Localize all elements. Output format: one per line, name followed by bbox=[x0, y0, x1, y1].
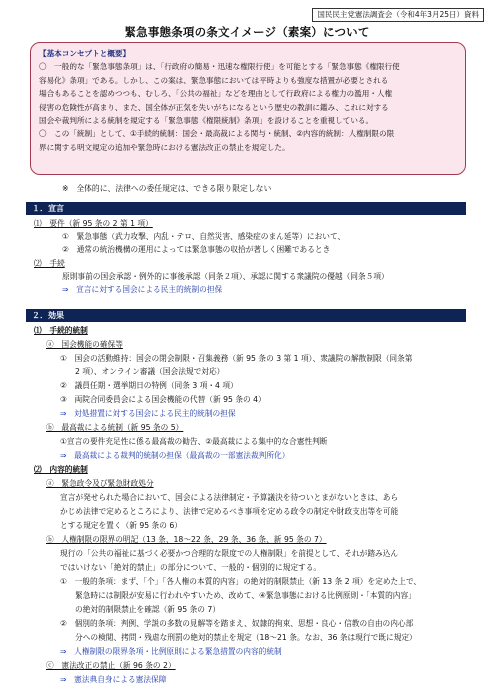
conclusion-arrow-text: ⇒ 最高裁による裁判的統制の担保（最高裁の一部憲法裁判所化） bbox=[60, 451, 290, 460]
conclusion-arrow-text: ⇒ 対処措置に対する国会による民主的統制の担保 bbox=[60, 409, 236, 418]
body-text: とする規定を置く（新 95 条の 6） bbox=[60, 521, 182, 530]
document-badge: 国民民主党憲法調査会（令和4年3月25日）資料 bbox=[312, 8, 484, 22]
body-text: ではいけない「絶対的禁止」の部分について、一般的・個別的に規定する。 bbox=[60, 563, 322, 572]
section-header-effects: ２．効果 bbox=[26, 309, 466, 322]
list-item: 2 項）、オンライン審議（国会法規で対応） bbox=[75, 367, 225, 376]
list-item: の絶対的制限禁止を確認（新 95 条の 7） bbox=[75, 605, 221, 614]
list-item: ① 国会の活動維持：国会の閉会制限・召集義務（新 95 条の 3 第 1 項）、衆議院の解散制限（同条第 bbox=[60, 354, 413, 363]
subsection-heading: ⓒ 憲法改正の禁止（新 96 条の 2） bbox=[46, 661, 176, 670]
concept-line: 容易化》条項」である。しかし、この案は、緊急事態においては平時よりも強度な措置が必要とされる bbox=[39, 75, 389, 85]
concept-line: 場合もあることを認めつつも、むしろ、「公共の福祉」などを理由として行政府による権力の濫用・人権 bbox=[39, 89, 393, 99]
subsection-heading: ⑵ 内容的統制 bbox=[34, 465, 88, 474]
subsection-heading: ⑴ 要件（新 95 条の 2 第 1 項） bbox=[34, 219, 153, 228]
concept-box bbox=[30, 42, 466, 175]
note-text: ※ 全体的に、法律への委任規定は、できる限り限定しない bbox=[62, 184, 272, 193]
conclusion-arrow-text: ⇒ 憲法典自身による憲法保障 bbox=[60, 675, 167, 684]
subsection-heading: ⑵ 手続 bbox=[34, 259, 65, 268]
body-text: 原則事前の国会承認・例外的に事後承認（同条２項）、承認に関する衆議院の優越（同条５項） bbox=[62, 272, 389, 281]
section-header-declaration: １．宣言 bbox=[26, 202, 466, 215]
subsection-heading: ⓐ 緊急政令及び緊急財政処分 bbox=[46, 479, 154, 488]
conclusion-arrow-text: ⇒ 宣言に対する国会による民主的統制の担保 bbox=[62, 285, 223, 294]
list-item: ③ 両院合同委員会による国会機能の代替（新 95 条の 4） bbox=[60, 395, 266, 404]
conclusion-arrow-text: ⇒ 人権制限の限界条項・比例原則による緊急措置の内容的統制 bbox=[60, 647, 282, 656]
list-item: ① 一般的条項：まず、「个」「各人権の本質的内容」の絶対的制限禁止（新 13 条 2 項）を定めた上で、 bbox=[60, 577, 422, 586]
body-text: かじめ法律で定めるところにより、法律で定めるべき事項を定める政令の制定や財政支出等を可能 bbox=[60, 507, 399, 516]
body-text: ①宣言の要件充足性に係る最高裁の勧告、②最高裁による集中的な合憲性判断 bbox=[60, 437, 328, 446]
list-item: 緊急時には制限が安易に行われやすいため、改めて、④緊急事態における比例原則・「本質的内容」 bbox=[75, 591, 416, 600]
subsection-heading: ⓐ 国会機能の確保等 bbox=[46, 340, 123, 349]
subsection-heading: ⑴ 手続的統制 bbox=[34, 326, 88, 335]
list-item: ② 個別的条項：判例、学説の多数の見解等を踏まえ、奴隷的拘束、思想・良心・信教の自由の内心部 bbox=[60, 619, 414, 628]
list-item: ② 議員任期・選挙期日の特例（同条 3 項・4 項） bbox=[60, 381, 238, 390]
body-text: 宣言が発せられた場合において、国会による法律制定・予算議決を待ついとまがないときは、あら bbox=[60, 493, 399, 502]
concept-line: 侵害の危険性が高まり、また、国全体が正気を失いがちになるという歴史の教訓に鑑み、これに対する bbox=[39, 102, 389, 112]
document-title: 緊急事態条項の条文イメージ（素案）について bbox=[124, 25, 370, 39]
list-item: 分への検閲、拷問・残虐な刑罰の絶対的禁止を規定（18〜21 条。なお、36 条は現行で既に規定） bbox=[75, 633, 417, 642]
concept-line: 〇 一般的な「緊急事態条項」は、「行政府の簡易・迅速な権限行使」を可能とする「緊急事態《権限行使 bbox=[39, 62, 400, 72]
concept-line: 界に関する明文規定の追加や緊急時における憲法改正の禁止を規定した。 bbox=[39, 142, 290, 152]
list-item: ① 緊急事態（武力攻撃、内乱・テロ、自然災害、感染症のまん延等）において、 bbox=[62, 232, 346, 241]
list-item: ② 通常の統治機構の運用によっては緊急事態の収拾が著しく困難であるとき bbox=[62, 245, 331, 254]
concept-heading: 【基本コンセプトと概要】 bbox=[39, 49, 131, 58]
subsection-heading: ⓑ 最高裁による統制（新 95 条の 5） bbox=[46, 423, 184, 432]
concept-line: 国会や裁判所による統制を規定する「緊急事態《権限統制》条項」を設けることを重視している。 bbox=[39, 116, 374, 126]
subsection-heading: ⓑ 人権制限の限界の明記（13 条、18〜22 条、29 条、36 条、新 95 条の 7） bbox=[46, 535, 327, 544]
body-text: 現行の「公共の福祉に基づく必要かつ合理的な限度での人権制限」を前提として、それが踏み込ん bbox=[60, 549, 399, 558]
concept-line: 〇 この「統制」として、①手続的統制：国会・最高裁による関与・統制、②内容的統制：人権制限の限 bbox=[39, 129, 395, 139]
